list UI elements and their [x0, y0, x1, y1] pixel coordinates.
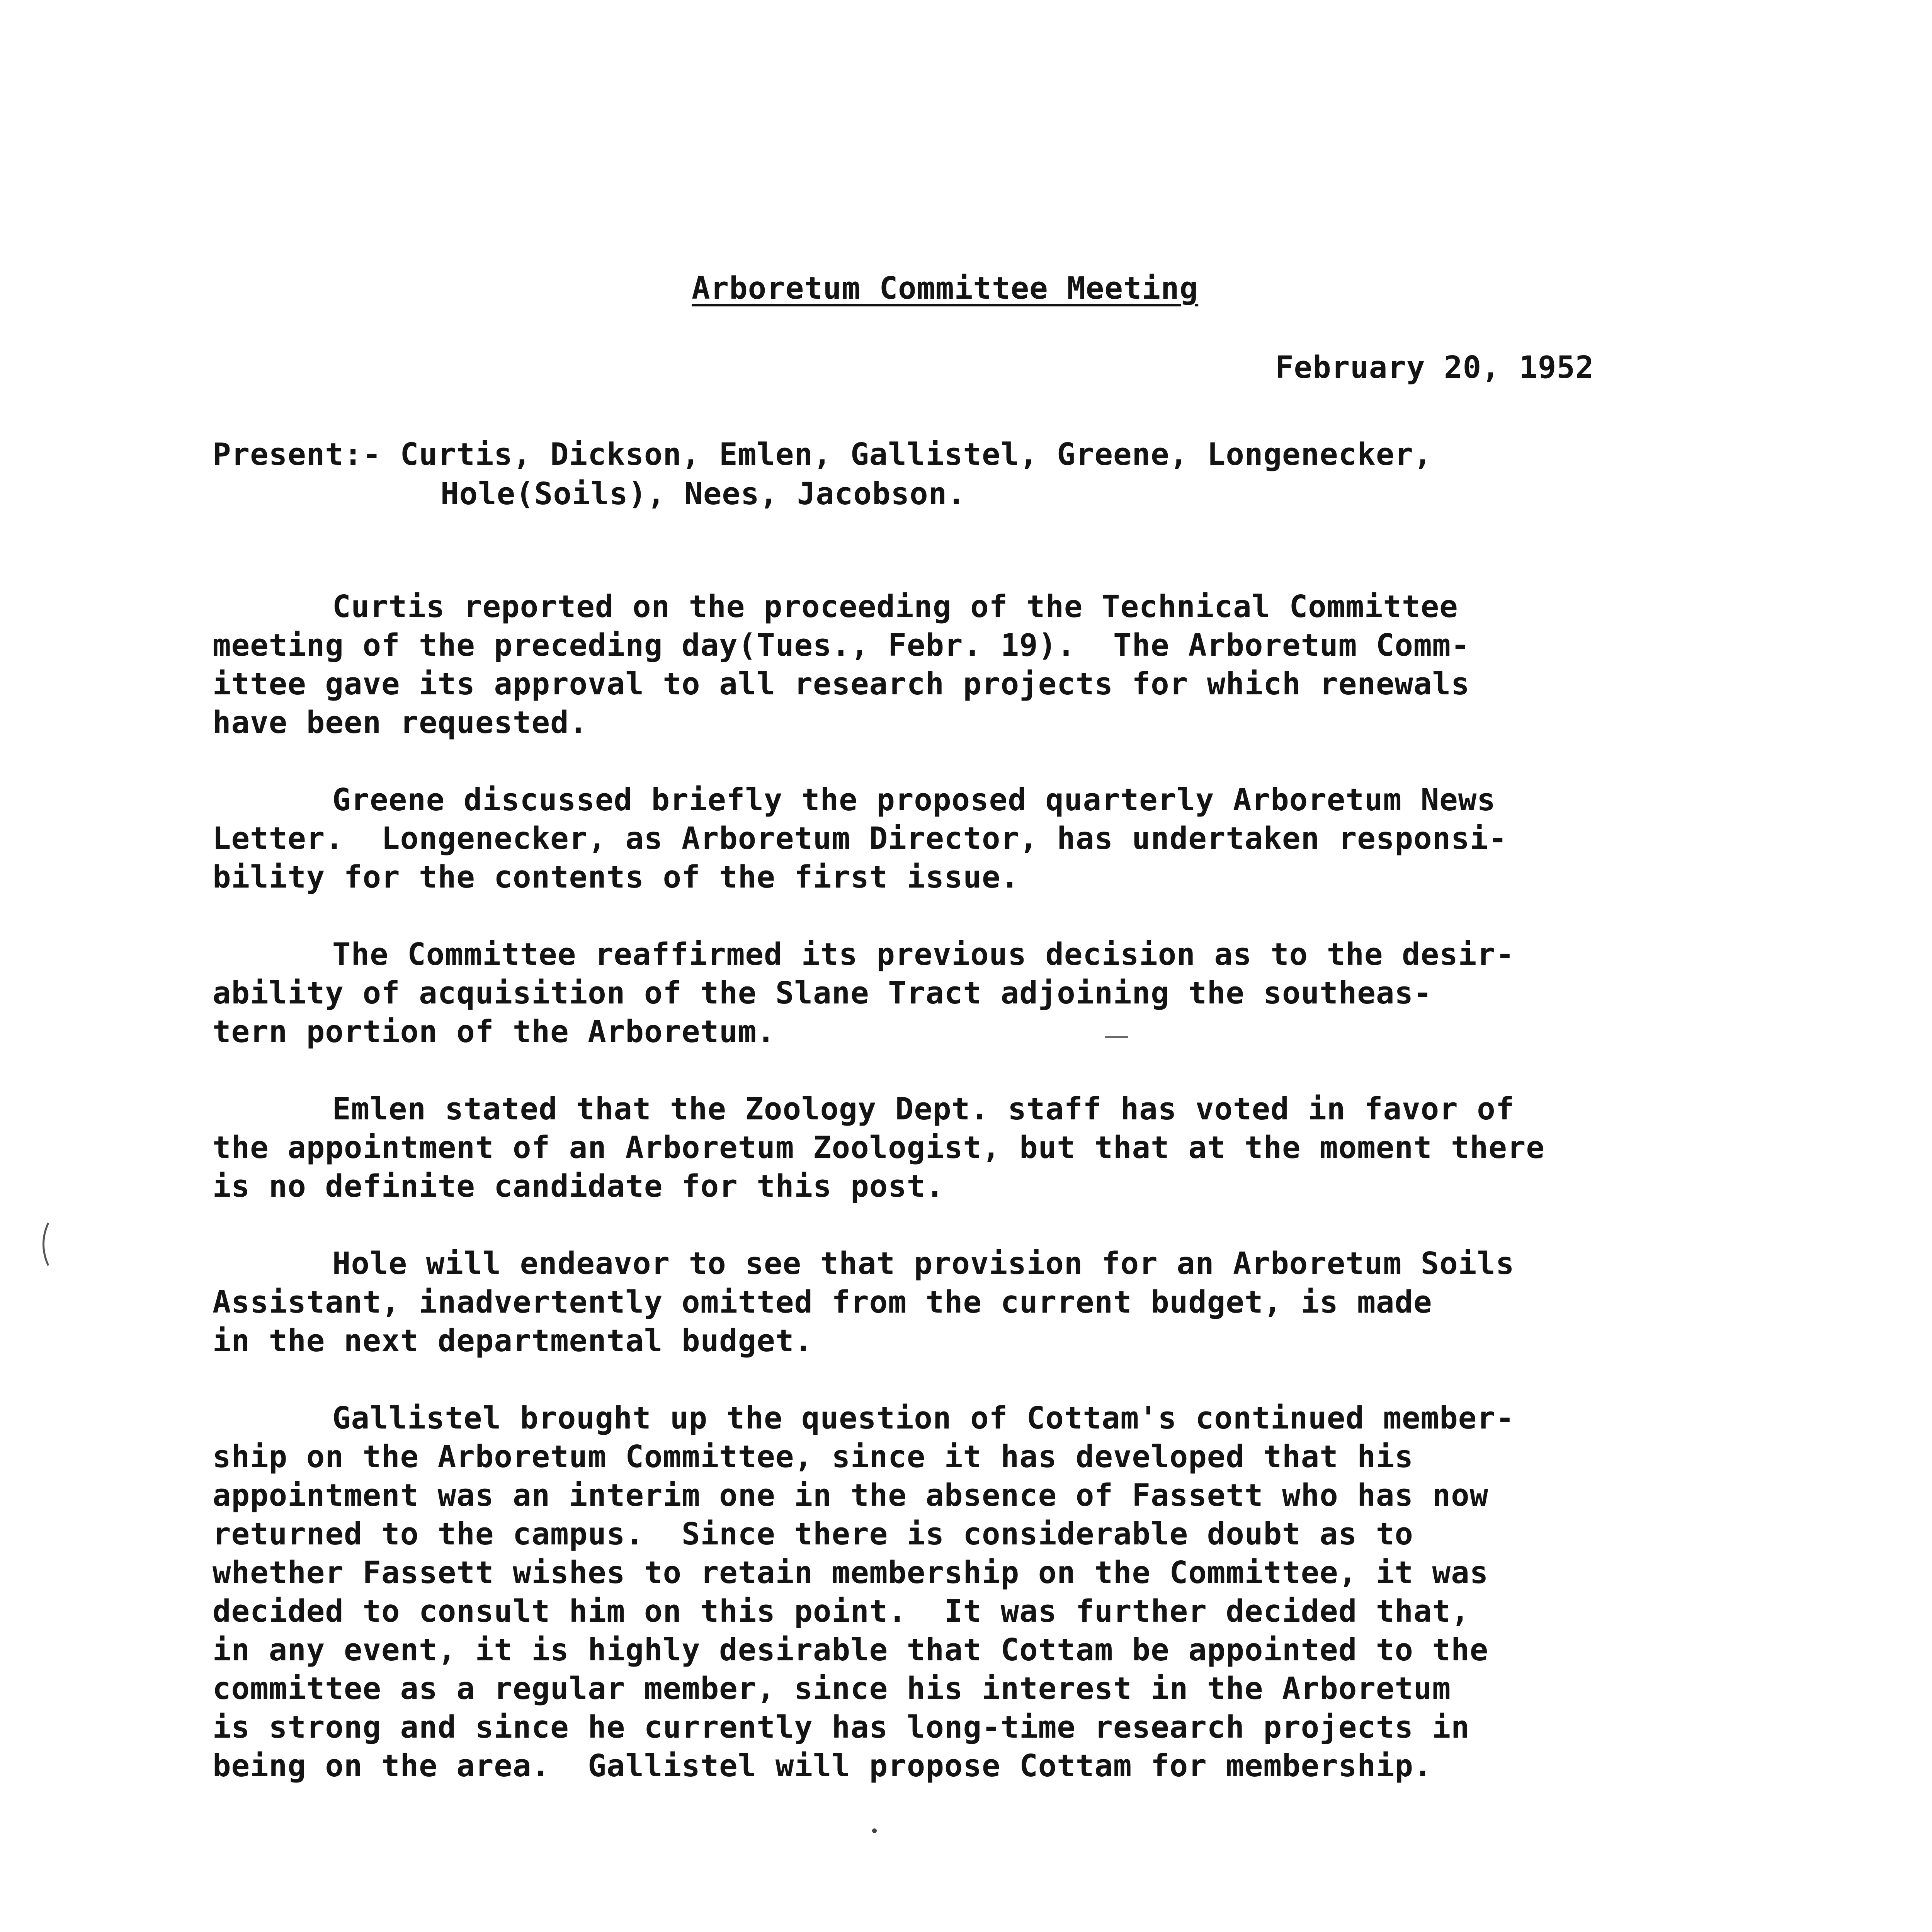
stray-dot	[871, 1828, 878, 1834]
paragraph-news-letter	[213, 781, 1855, 896]
minutes-body	[213, 587, 1855, 1824]
text-line: the appointment of an Arboretum Zoologist, but that at the moment there	[213, 1130, 1545, 1165]
text-line: tern portion of the Arboretum.	[213, 1014, 776, 1049]
paragraph-membership	[213, 1399, 1855, 1785]
attendees-line: Present:- Curtis, Dickson, Emlen, Gallistel, Greene, Longenecker,	[213, 437, 1432, 472]
text-line: ability of acquisition of the Slane Tract adjoining the southeas-	[213, 975, 1432, 1011]
text-line: meeting of the preceding day(Tues., Febr. 19). The Arboretum Comm-	[213, 628, 1470, 663]
text-line: The Committee reaffirmed its previous decision as to the desir-	[332, 937, 1515, 972]
text-line: have been requested.	[213, 705, 588, 740]
document-title: Arboretum Committee Meeting	[692, 270, 1199, 306]
text-line: Assistant, inadvertently omitted from the current budget, is made	[213, 1284, 1432, 1320]
text-line: appointment was an interim one in the absence of Fassett who has now	[213, 1478, 1489, 1513]
text-line: committee as a regular member, since his interest in the Arboretum	[213, 1671, 1451, 1706]
attendees-list	[213, 435, 1777, 514]
paragraph-slane-tract	[213, 935, 1855, 1051]
text-line: in any event, it is highly desirable that Cottam be appointed to the	[213, 1632, 1489, 1668]
text-line: ittee gave its approval to all research projects for which renewals	[213, 666, 1470, 702]
text-line: decided to consult him on this point. It was further decided that,	[213, 1594, 1470, 1629]
text-line: in the next departmental budget.	[213, 1323, 813, 1359]
text-line: is no definite candidate for this post.	[213, 1168, 944, 1204]
stray-dash	[1105, 1036, 1128, 1039]
text-line: being on the area. Gallistel will propose Cottam for membership.	[213, 1748, 1432, 1784]
margin-mark	[37, 1221, 52, 1267]
text-line: bility for the contents of the first issue.	[213, 859, 1020, 895]
text-line: Gallistel brought up the question of Cottam's continued member-	[332, 1400, 1515, 1436]
paragraph-soils-assistant	[213, 1244, 1855, 1360]
text-line: Letter. Longenecker, as Arboretum Director, has undertaken responsi-	[213, 821, 1507, 856]
paragraph-technical-committee	[213, 587, 1855, 742]
text-line: Greene discussed briefly the proposed quarterly Arboretum News	[332, 782, 1496, 818]
text-line: ship on the Arboretum Committee, since it has developed that his	[213, 1439, 1413, 1475]
text-line: Curtis reported on the proceeding of the Technical Committee	[332, 589, 1458, 624]
attendees-line: Hole(Soils), Nees, Jacobson.	[440, 476, 966, 512]
text-line: Hole will endeavor to see that provision for an Arboretum Soils	[332, 1246, 1515, 1281]
text-line: whether Fassett wishes to retain membership on the Committee, it was	[213, 1555, 1489, 1590]
paragraph-zoologist	[213, 1090, 1855, 1206]
text-line: returned to the campus. Since there is considerable doubt as to	[213, 1516, 1413, 1552]
text-line: Emlen stated that the Zoology Dept. staff has voted in favor of	[332, 1091, 1515, 1127]
meeting-date: February 20, 1952	[1275, 350, 1594, 385]
text-line: is strong and since he currently has long-time research projects in	[213, 1709, 1470, 1745]
